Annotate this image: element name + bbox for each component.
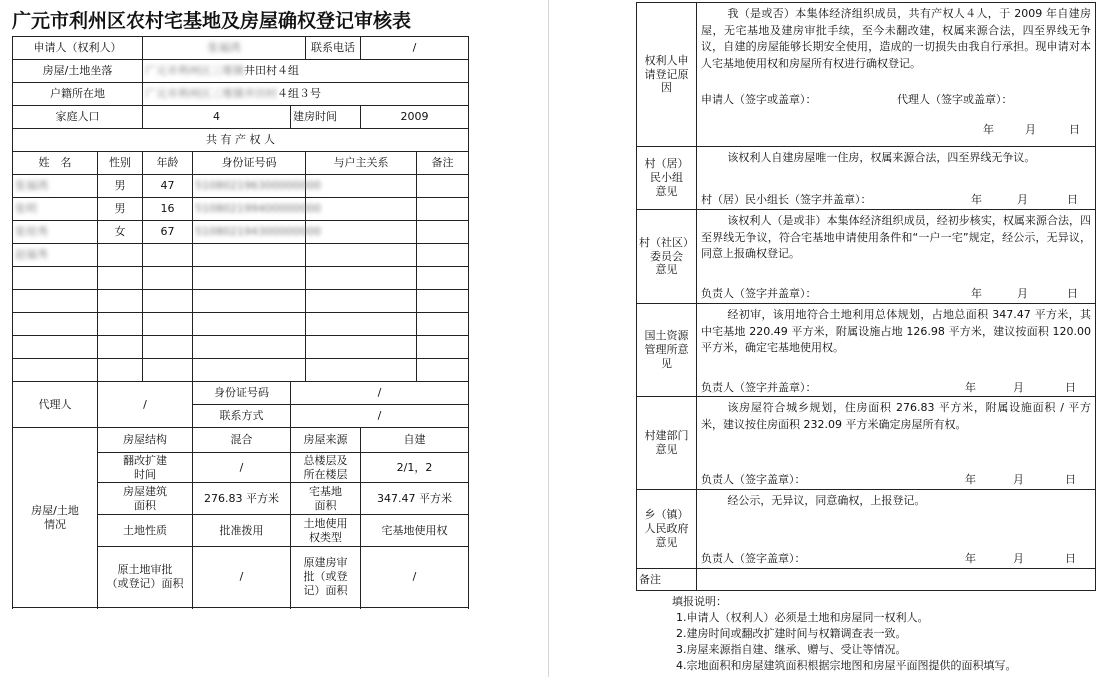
population-label: 家庭人口 (13, 106, 143, 129)
town-year: 年 (965, 552, 976, 565)
member-note (417, 198, 469, 221)
town-cell (697, 490, 1096, 569)
applicant-value: 张福鸿 (143, 37, 306, 60)
table-row (13, 313, 469, 336)
member-id: 510802199400000000 (193, 198, 306, 221)
committee-month: 月 (1017, 287, 1028, 300)
source-label: 房屋来源 (291, 428, 361, 453)
land-right-label: 土地使用 权类型 (291, 515, 361, 547)
reason-month: 月 (1025, 123, 1036, 136)
table-row (13, 198, 469, 221)
source-value: 自建 (361, 428, 469, 453)
household-text: ４组３号 (277, 87, 321, 101)
agent-id-value: / (291, 382, 469, 405)
town-text: 经公示，无异议，同意确权，上报登记。 (727, 494, 926, 507)
structure-value: 混合 (193, 428, 291, 453)
group-cell (697, 147, 1096, 210)
land-office-year: 年 (965, 381, 976, 394)
member-age: 67 (143, 221, 193, 244)
building-area-value: 276.83 平方米 (193, 483, 291, 515)
construction-cell (697, 397, 1096, 490)
agent-sign-label: 代理人（签字或盖章）： (897, 93, 1013, 106)
table-row (13, 267, 469, 290)
committee-year: 年 (971, 287, 982, 300)
orig-house-label: 原建房审 批（或登 记）面积 (291, 547, 361, 608)
table-row (13, 336, 469, 359)
land-nature-label: 土地性质 (98, 515, 193, 547)
member-age: 16 (143, 198, 193, 221)
col-id: 身份证号码 (193, 152, 306, 175)
col-relation: 与户主关系 (306, 152, 417, 175)
land-nature-value: 批准拨用 (193, 515, 291, 547)
land-right-value: 宅基地使用权 (361, 515, 469, 547)
note-item: 3.房屋来源指自建、继承、赠与、受让等情况。 (676, 643, 907, 656)
agent-contact-label: 联系方式 (193, 405, 291, 428)
land-office-label: 国土资源 管理所意 见 (637, 304, 697, 397)
member-age (143, 244, 193, 267)
agent-contact-value: / (291, 405, 469, 428)
col-note: 备注 (417, 152, 469, 175)
rebuild-label: 翻改扩建 时间 (98, 453, 193, 483)
remark-label: 备注 (637, 569, 697, 591)
notes-heading: 填报说明： (672, 595, 727, 608)
population-value: 4 (143, 106, 291, 129)
member-relation (306, 198, 417, 221)
co-owner-header: 共 有 产 权 人 (13, 129, 469, 152)
household-value: 广元市利州区三堆镇井田村４组３号 (143, 83, 469, 106)
rebuild-value: / (193, 453, 291, 483)
group-text: 该权利人自建房屋唯一住房，权属来源合法，四至界线无争议。 (727, 151, 1036, 164)
reason-year: 年 (983, 123, 994, 136)
member-gender: 男 (98, 175, 143, 198)
col-age: 年龄 (143, 152, 193, 175)
table-row (13, 221, 469, 244)
committee-cell (697, 210, 1096, 304)
land-office-cell (697, 304, 1096, 397)
orig-land-value: / (193, 547, 291, 608)
member-name: 张明 (13, 198, 98, 221)
remark-value (697, 569, 1096, 591)
phone-label: 联系电话 (306, 37, 361, 60)
construction-day: 日 (1065, 473, 1076, 486)
agent-id-label: 身份证号码 (193, 382, 291, 405)
committee-day: 日 (1067, 287, 1078, 300)
phone-value: / (361, 37, 469, 60)
member-id: 510802196300000000 (193, 175, 306, 198)
building-area-label: 房屋建筑 面积 (98, 483, 193, 515)
applicant-sign-label: 申请人（签字或盖章）： (701, 93, 817, 106)
location-value: 广元市利州区三堆镇井田村４组 (143, 60, 469, 83)
floors-value: 2/1，2 (361, 453, 469, 483)
member-relation (306, 244, 417, 267)
filling-notes (672, 594, 1096, 674)
floors-label: 总楼层及 所在楼层 (291, 453, 361, 483)
applicant-table (12, 36, 469, 608)
applicant-label: 申请人（权利人） (13, 37, 143, 60)
group-month: 月 (1017, 193, 1028, 206)
property-label: 房屋/土地 情况 (13, 428, 98, 608)
reason-label: 权利人申 请登记原 因 (637, 3, 697, 147)
town-sign-label: 负责人（签字盖章）： (701, 552, 806, 565)
construction-year: 年 (965, 473, 976, 486)
note-item: 2.建房时间或翻改扩建时间与权籍调查表一致。 (676, 627, 907, 640)
group-sign-label: 村（居）民小组长（签字并盖章）： (701, 193, 872, 206)
member-gender: 男 (98, 198, 143, 221)
town-day: 日 (1065, 552, 1076, 565)
review-table (636, 2, 1096, 591)
member-note (417, 175, 469, 198)
table-row (13, 359, 469, 382)
construction-text: 该房屋符合城乡规划，住房面积 276.83 平方米，附属设施面积 / 平方米，建议按住房面积 232.09 平方米确定房屋所有权。 (701, 401, 1091, 431)
build-time-label: 建房时间 (291, 106, 361, 129)
location-text: 井田村４组 (244, 64, 299, 78)
land-office-text: 经初审，该用地符合土地利用总体规划，占地总面积 347.47 平方米，其中宅基地 220.49 平方米，附属设施占地 126.98 平方米，建议按面积 120.00 平方米，确定宅基地使用权。 (701, 308, 1091, 354)
construction-month: 月 (1013, 473, 1024, 486)
table-row (13, 244, 469, 267)
member-note (417, 244, 469, 267)
committee-label: 村（社区） 委员会 意见 (637, 210, 697, 304)
household-label: 户籍所在地 (13, 83, 143, 106)
construction-label: 村建部门 意见 (637, 397, 697, 490)
page-divider (548, 0, 549, 677)
plot-area-value: 347.47 平方米 (361, 483, 469, 515)
orig-house-value: / (361, 547, 469, 608)
orig-land-label: 原土地审批 （或登记）面积 (98, 547, 193, 608)
table-row (13, 175, 469, 198)
committee-text: 该权利人（是或非）本集体经济组织成员，经初步核实，权属来源合法，四至界线无争议，符合宅基地申请使用条件和“一户一宅”规定，经公示，无异议，同意上报确权登记。 (701, 214, 1091, 260)
member-gender: 女 (98, 221, 143, 244)
plot-area-label: 宅基地 面积 (291, 483, 361, 515)
member-name: 张培秀 (13, 221, 98, 244)
member-relation (306, 221, 417, 244)
group-year: 年 (971, 193, 982, 206)
reason-day: 日 (1069, 123, 1080, 136)
member-name: 赵福秀 (13, 244, 98, 267)
form-title: 广元市利州区农村宅基地及房屋确权登记审核表 (12, 10, 412, 32)
reason-cell (697, 3, 1096, 147)
construction-sign-label: 负责人（签字盖章）： (701, 473, 806, 486)
col-name: 姓 名 (13, 152, 98, 175)
note-item: 4.宗地面积和房屋建筑面积根据宗地图和房屋平面图提供的面积填写。 (676, 659, 1017, 672)
location-label: 房屋/土地坐落 (13, 60, 143, 83)
group-day: 日 (1067, 193, 1078, 206)
table-row (13, 290, 469, 313)
structure-label: 房屋结构 (98, 428, 193, 453)
member-gender (98, 244, 143, 267)
committee-sign-label: 负责人（签字并盖章）： (701, 287, 817, 300)
member-id (193, 244, 306, 267)
col-gender: 性别 (98, 152, 143, 175)
town-month: 月 (1013, 552, 1024, 565)
reason-text: 我（是或否）本集体经济组织成员，共有产权人４人，于 2009 年自建房屋，无宅基地及建房审批手续，至今未翻改建，权属来源合法，四至界线无争议，自建的房屋能够长期安全使用，造成的一切损失由我自行承担。现申请对本人宅基地使用权和房屋所有权进行确权登记。 (701, 7, 1091, 70)
agent-value: / (98, 382, 193, 428)
town-label: 乡（镇） 人民政府 意见 (637, 490, 697, 569)
build-time-value: 2009 (361, 106, 469, 129)
member-name: 张福鸿 (13, 175, 98, 198)
note-item: 1.申请人（权利人）必须是土地和房屋同一权利人。 (676, 611, 929, 624)
member-relation (306, 175, 417, 198)
land-office-day: 日 (1065, 381, 1076, 394)
member-age: 47 (143, 175, 193, 198)
land-office-sign-label: 负责人（签字并盖章）： (701, 381, 817, 394)
member-note (417, 221, 469, 244)
agent-label: 代理人 (13, 382, 98, 428)
group-label: 村（居） 民小组 意见 (637, 147, 697, 210)
member-id: 510802194300000000 (193, 221, 306, 244)
land-office-month: 月 (1013, 381, 1024, 394)
